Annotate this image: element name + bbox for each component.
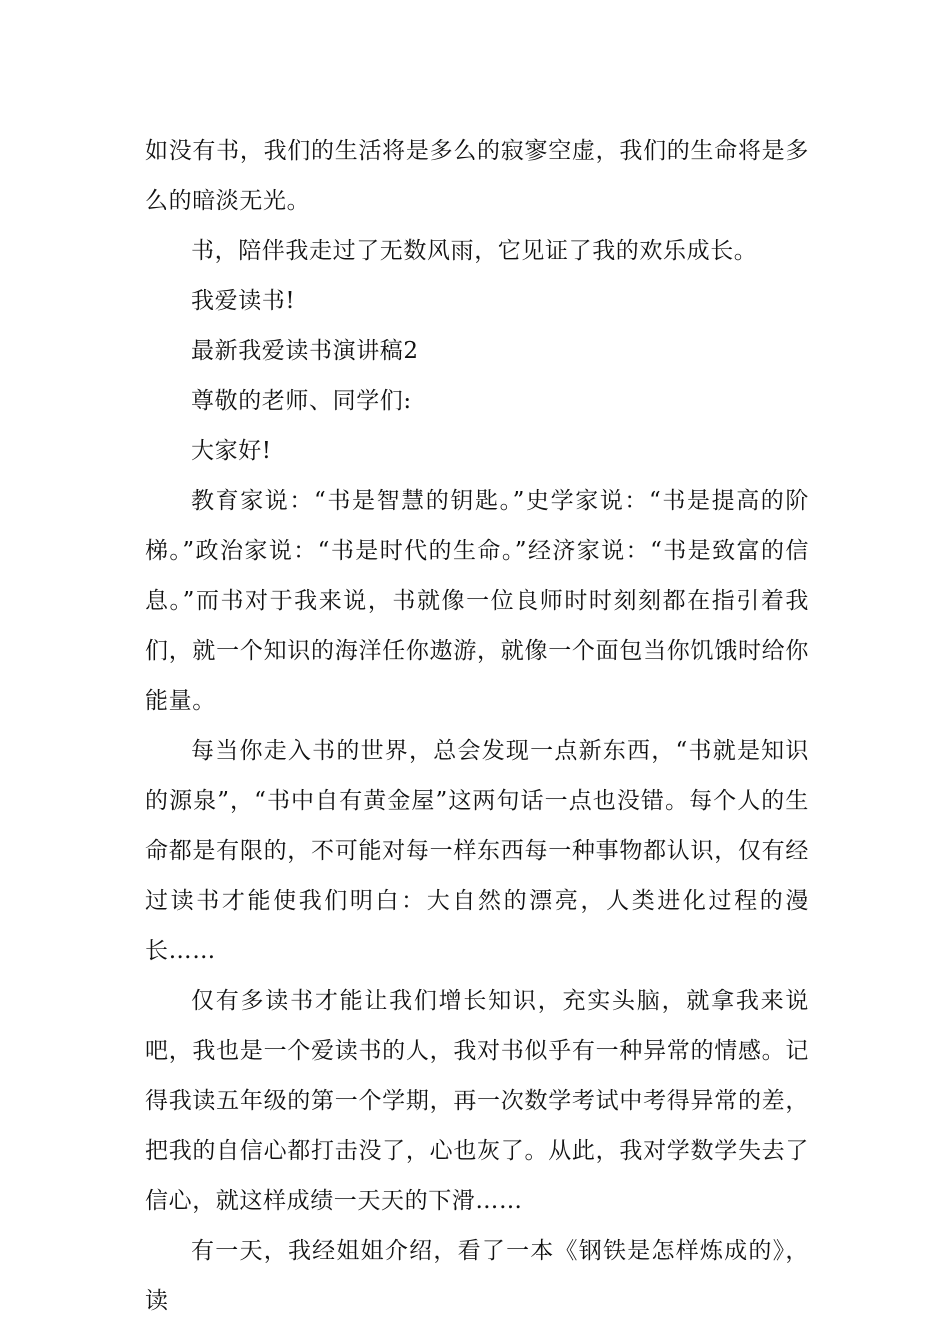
paragraph-book-companion: 书，陪伴我走过了无数风雨，它见证了我的欢乐成长。 (191, 238, 758, 264)
speech-title: 最新我爱读书演讲稿2 (191, 338, 419, 364)
paragraph-quotes: 教育家说：“书是智慧的钥匙。”史学家说：“书是提高的阶梯。”政治家说：“书是时代的生命。”经济家说：“书是致富的信息。”而书对于我来说，书就像一位良师时时刻刻都在指引着我们，就一个知识的海洋任你遨游，就像一个面包当你饥饿时给你能量。 (145, 488, 809, 714)
paragraph-world-of-books: 每当你走入书的世界，总会发现一点新东西，“书就是知识的源泉”，“书中自有黄金屋”这两句话一点也没错。每个人的生命都是有限的，不可能对每一样东西每一种事物都认识，仅有经过读书才能使我们明白：大自然的漂亮，人类进化过程的漫长…… (145, 738, 809, 964)
paragraph-personal-story: 仅有多读书才能让我们增长知识，充实头脑，就拿我来说吧，我也是一个爱读书的人，我对书似乎有一种异常的情感。记得我读五年级的第一个学期，再一次数学考试中考得异常的差，把我的自信心都打击没了，心也灰了。从此，我对学数学失去了信心，就这样成绩一天天的下滑…… (145, 988, 809, 1214)
salutation: 尊敬的老师、同学们: (191, 388, 412, 414)
paragraph-i-love-reading: 我爱读书! (191, 288, 296, 314)
greeting: 大家好! (191, 438, 272, 464)
paragraph-one-day: 有一天，我经姐姐介绍，看了一本《钢铁是怎样炼成的》，读 (145, 1238, 809, 1314)
document-body (145, 126, 809, 1326)
paragraph-continuation: 如没有书，我们的生活将是多么的寂寥空虚，我们的生命将是多么的暗淡无光。 (145, 138, 809, 214)
